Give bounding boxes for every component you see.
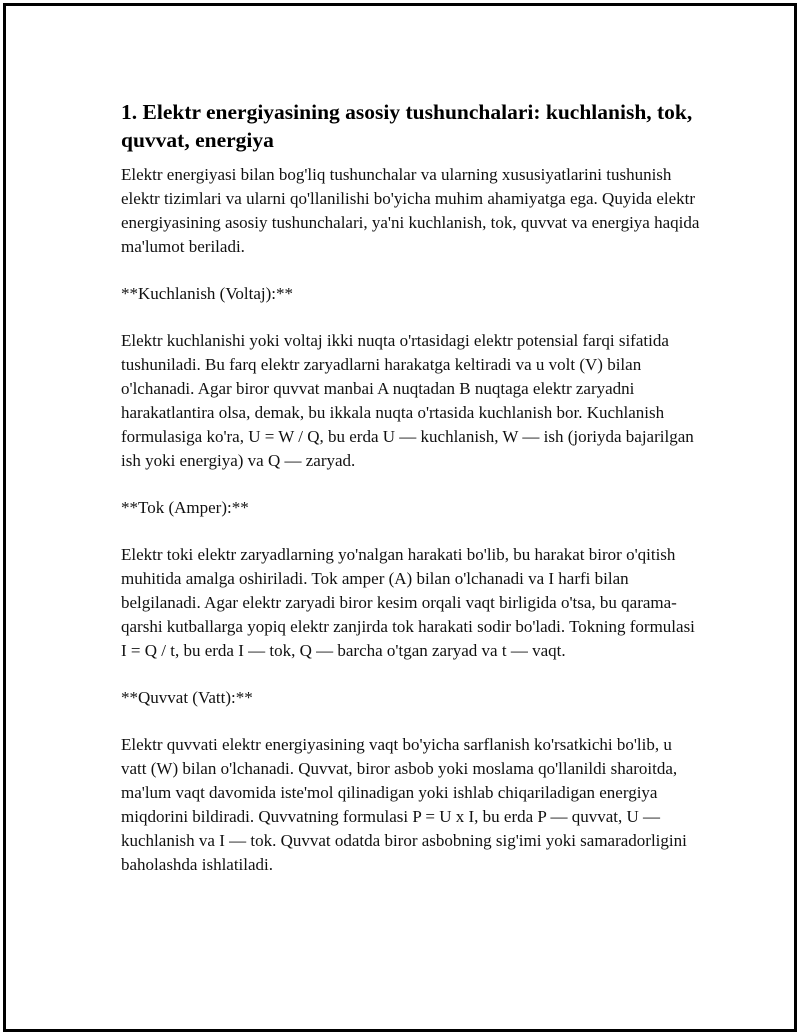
section-text-kuchlanish: Elektr kuchlanishi yoki voltaj ikki nuqta o'rtasidagi elektr potensial farqi sifatida tushuniladi. Bu farq elektr zaryadlarni harakatga keltiradi va u volt (V) bilan o'lchanadi. Agar biror quvvat manbai A nuqtadan B nuqtaga elektr zaryadni harakatlantira olsa, demak, bu ikkala nuqta o'rtasida kuchlanish bor. Kuchlanish formulasiga ko'ra, U = W / Q, bu erda U — kuchlanish, W — ish (joriyda bajarilgan ish yoki energiya) va Q — zaryad. [121,331,694,470]
section-label-quvvat: **Quvvat (Vatt):** [121,688,253,707]
page-frame [3,3,797,1032]
section-text-quvvat: Elektr quvvati elektr energiyasining vaqt bo'yicha sarflanish ko'rsatkichi bo'lib, u vatt (W) bilan o'lchanadi. Quvvat, biror asbob yoki moslama qo'llanildi sharoitda, ma'lum vaqt davomida iste'mol qilinadigan yoki ishlab chiqariladigan energiya miqdorini bildiradi. Quvvatning formulasi P = U x I, bu erda P — quvvat, U — kuchlanish va I — tok. Quvvat odatda biror asbobning sig'imi yoki samaradorligini baholashda ishlatiladi. [121,735,687,874]
section-label-kuchlanish: **Kuchlanish (Voltaj):** [121,284,294,303]
section-text-tok: Elektr toki elektr zaryadlarning yo'nalgan harakati bo'lib, bu harakat biror o'qitish muhitida amalga oshiriladi. Tok amper (A) bilan o'lchanadi va I harfi bilan belgilanadi. Agar elektr zaryadi biror kesim orqali vaqt birligida o'tsa, bu qarama-qarshi kutballarga yopiq elektr zanjirda tok harakati sodir bo'ladi. Tokning formulasi I = Q / t, bu erda I — tok, Q — barcha o'tgan zaryad va t — vaqt. [121,545,695,660]
document-body [121,98,701,900]
intro-paragraph: Elektr energiyasi bilan bog'liq tushunchalar va ularning xususiyatlarini tushunish elektr tizimlari va ularni qo'llanilishi bo'yicha muhim ahamiyatga ega. Quyida elektr energiyasining asosiy tushunchalari, ya'ni kuchlanish, tok, quvvat va energiya haqida ma'lumot beriladi. [121,165,700,256]
section-label-tok: **Tok (Amper):** [121,498,249,517]
document-heading: 1. Elektr energiyasining asosiy tushunchalari: kuchlanish, tok, quvvat, energiya [121,100,693,152]
